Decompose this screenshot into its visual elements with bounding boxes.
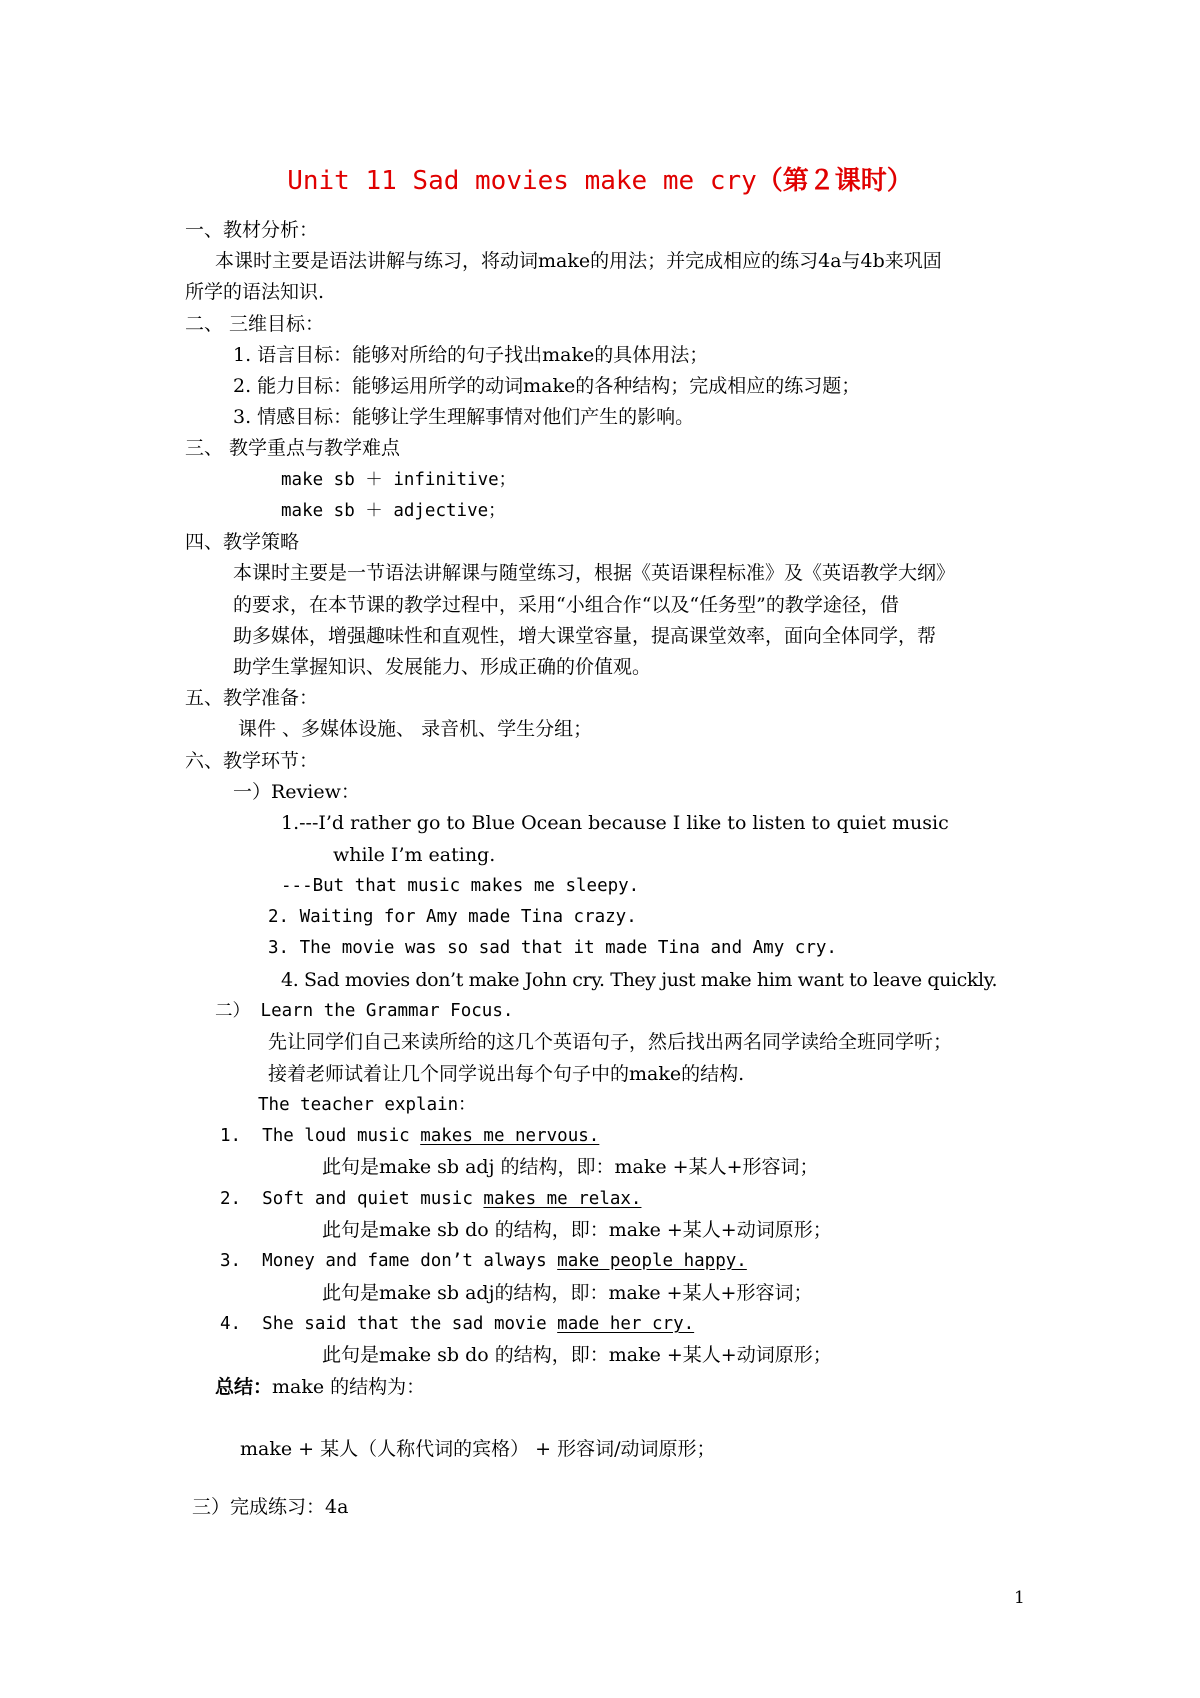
review-heading: 一）Review：: [233, 781, 360, 803]
review-sentence: 2. Waiting for Amy made Tina crazy.: [268, 907, 637, 927]
section-3-heading: 三、 教学重点与教学难点: [185, 437, 401, 459]
example-note: 此句是make sb do 的结构，即：make +某人+动词原形；: [322, 1344, 832, 1366]
practice-heading: 三）完成练习：4a: [192, 1496, 349, 1518]
underlined-phrase: make people happy.: [557, 1251, 747, 1271]
review-sentence: 4. Sad movies don’t make John cry. They just make him want to leave quickly.: [281, 969, 998, 991]
strategy-line: 助多媒体，增强趣味性和直观性，增大课堂容量，提高课堂效率，面向全体同学，帮: [233, 625, 937, 647]
preparation-content: 课件 、多媒体设施、 录音机、学生分组；: [238, 718, 593, 740]
strategy-line: 本课时主要是一节语法讲解课与随堂练习，根据《英语课程标准》及《英语教学大纲》: [233, 562, 956, 584]
section-5-heading: 五、教学准备：: [185, 687, 319, 709]
section-2-heading: 二、 三维目标：: [185, 313, 325, 335]
strategy-line: 的要求，在本节课的教学过程中，采用“小组合作“以及“任务型”的教学途径，借: [233, 594, 899, 616]
underlined-phrase: makes me nervous.: [420, 1126, 600, 1146]
review-sentence: 1.---I’d rather go to Blue Ocean because I like to listen to quiet music: [281, 812, 949, 834]
goal-item: 2. 能力目标：能够运用所学的动词make的各种结构；完成相应的练习题；: [233, 375, 861, 397]
summary: 总结：make 的结构为：: [215, 1376, 426, 1398]
grammar-heading: 二） Learn the Grammar Focus.: [215, 1001, 514, 1021]
example-sentence: 1. The loud music makes me nervous.: [220, 1126, 600, 1146]
grammar-paragraph-line: 接着老师试着让几个同学说出每个句子中的make的结构.: [268, 1063, 745, 1085]
example-sentence: 3. Money and fame don’t always make people happy.: [220, 1251, 747, 1271]
teacher-explain: The teacher explain：: [258, 1095, 476, 1115]
goal-item: 1. 语言目标：能够对所给的句子找出make的具体用法；: [233, 344, 709, 366]
summary-formula: make + 某人（人称代词的宾格） + 形容词/动词原形；: [240, 1438, 716, 1460]
strategy-line: 助学生掌握知识、发展能力、形成正确的价值观。: [233, 656, 652, 678]
example-note: 此句是make sb adj 的结构，即：make +某人+形容词；: [322, 1156, 819, 1178]
underlined-phrase: made her cry.: [557, 1314, 695, 1334]
section-1-heading: 一、教材分析：: [185, 219, 319, 241]
review-sentence: while I’m eating.: [333, 844, 496, 866]
page-title: Unit 11 Sad movies make me cry（第２课时）: [287, 166, 913, 196]
grammar-paragraph-line: 先让同学们自己来读所给的这几个英语句子，然后找出两名同学读给全班同学听；: [268, 1031, 953, 1053]
review-sentence: ---But that music makes me sleepy.: [281, 876, 640, 896]
key-point-item: make sb ＋ infinitive；: [281, 470, 517, 490]
example-sentence: 2. Soft and quiet music makes me relax.: [220, 1189, 642, 1209]
section-1-paragraph-line: 本课时主要是语法讲解与练习，将动词make的用法；并完成相应的练习4a与4b来巩固: [215, 250, 942, 272]
section-6-heading: 六、教学环节：: [185, 750, 319, 772]
example-sentence: 4. She said that the sad movie made her cry.: [220, 1314, 695, 1334]
example-note: 此句是make sb adj的结构，即：make +某人+形容词；: [322, 1282, 813, 1304]
section-4-heading: 四、教学策略: [185, 531, 300, 553]
goal-item: 3. 情感目标：能够让学生理解事情对他们产生的影响。: [233, 406, 695, 428]
underlined-phrase: makes me relax.: [483, 1189, 642, 1209]
section-1-paragraph-line: 所学的语法知识.: [185, 281, 325, 303]
example-note: 此句是make sb do 的结构，即：make +某人+动词原形；: [322, 1219, 832, 1241]
key-point-item: make sb ＋ adjective；: [281, 501, 506, 521]
page-number: 1: [1014, 1588, 1025, 1608]
review-sentence: 3. The movie was so sad that it made Tina and Amy cry.: [268, 938, 837, 958]
